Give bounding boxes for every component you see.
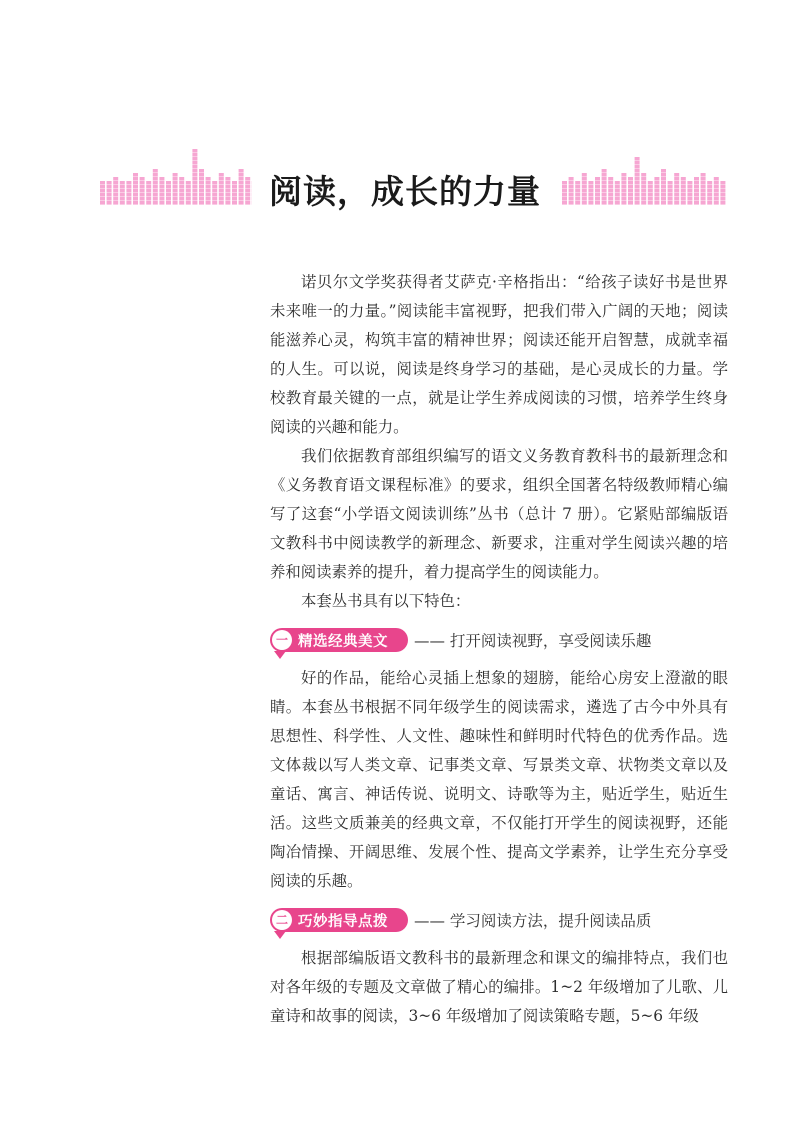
section-subtitle: —— 打开阅读视野，享受阅读乐趣 [414,632,652,650]
section-number: 一 [272,630,292,650]
section-title: 精选经典美文 [298,633,388,650]
section-subtitle: —— 学习阅读方法，提升阅读品质 [414,912,652,930]
article-body [270,268,728,1031]
section-paragraph: 好的作品，能给心灵插上想象的翅膀，能给心房安上澄澈的眼睛。本套丛书根据不同年级学生的阅读需求，遴选了古今中外具有思想性、科学性、人文性、趣味性和鲜明时代特色的优秀作品。选文体裁以写人类文章、记事类文章、写景类文章、状物类文章以及童话、寓言、神话传说、说明文、诗歌等为主，贴近学生，贴近生活。这些文质兼美的经典文章，不仅能打开学生的阅读视野，还能陶冶情操、开阔思维、发展个性、提高文学素养，让学生充分享受阅读的乐趣。 [270,669,728,890]
section-badge [270,908,408,932]
page-title: 阅读，成长的力量 [269,172,541,211]
intro-paragraph: 诺贝尔文学奖获得者艾萨克·辛格指出：“给孩子读好书是世界未来唯一的力量。”阅读能丰富视野，把我们带入广阔的天地；阅读能滋养心灵，构筑丰富的精神世界；阅读还能开启智慧，成就幸福的人生。可以说，阅读是终身学习的基础，是心灵成长的力量。学校教育最关键的一点，就是让学生养成阅读的习惯，培养学生终身阅读的兴趣和能力。 [270,273,728,436]
section-heading-1 [270,627,728,653]
section-paragraph: 根据部编版语文教科书的最新理念和课文的编排特点，我们也对各年级的专题及文章做了精心的编排。1~2 年级增加了儿歌、儿童诗和故事的阅读，3~6 年级增加了阅读策略专题，5~6 年级 [270,949,728,1025]
section-badge [270,628,408,652]
intro-paragraph: 本套丛书具有以下特色： [301,592,471,610]
section-heading-2 [270,907,728,933]
right-equalizer-decoration [562,148,728,208]
section-title: 巧妙指导点拨 [298,913,388,930]
left-equalizer-decoration [100,148,252,208]
intro-paragraph: 我们依据教育部组织编写的语文义务教育教科书的最新理念和《义务教育语文课程标准》的要求，组织全国著名特级教师精心编写了这套“小学语文阅读训练”丛书（总计 7 册）。它紧贴部编版语文教科书中阅读教学的新理念、新要求，注重对学生阅读兴趣的培养和阅读素养的提升，着力提高学生的阅读能力。 [270,447,728,581]
speech-bubble-tail-icon [274,931,286,939]
section-number: 二 [272,910,292,930]
speech-bubble-tail-icon [274,651,286,659]
